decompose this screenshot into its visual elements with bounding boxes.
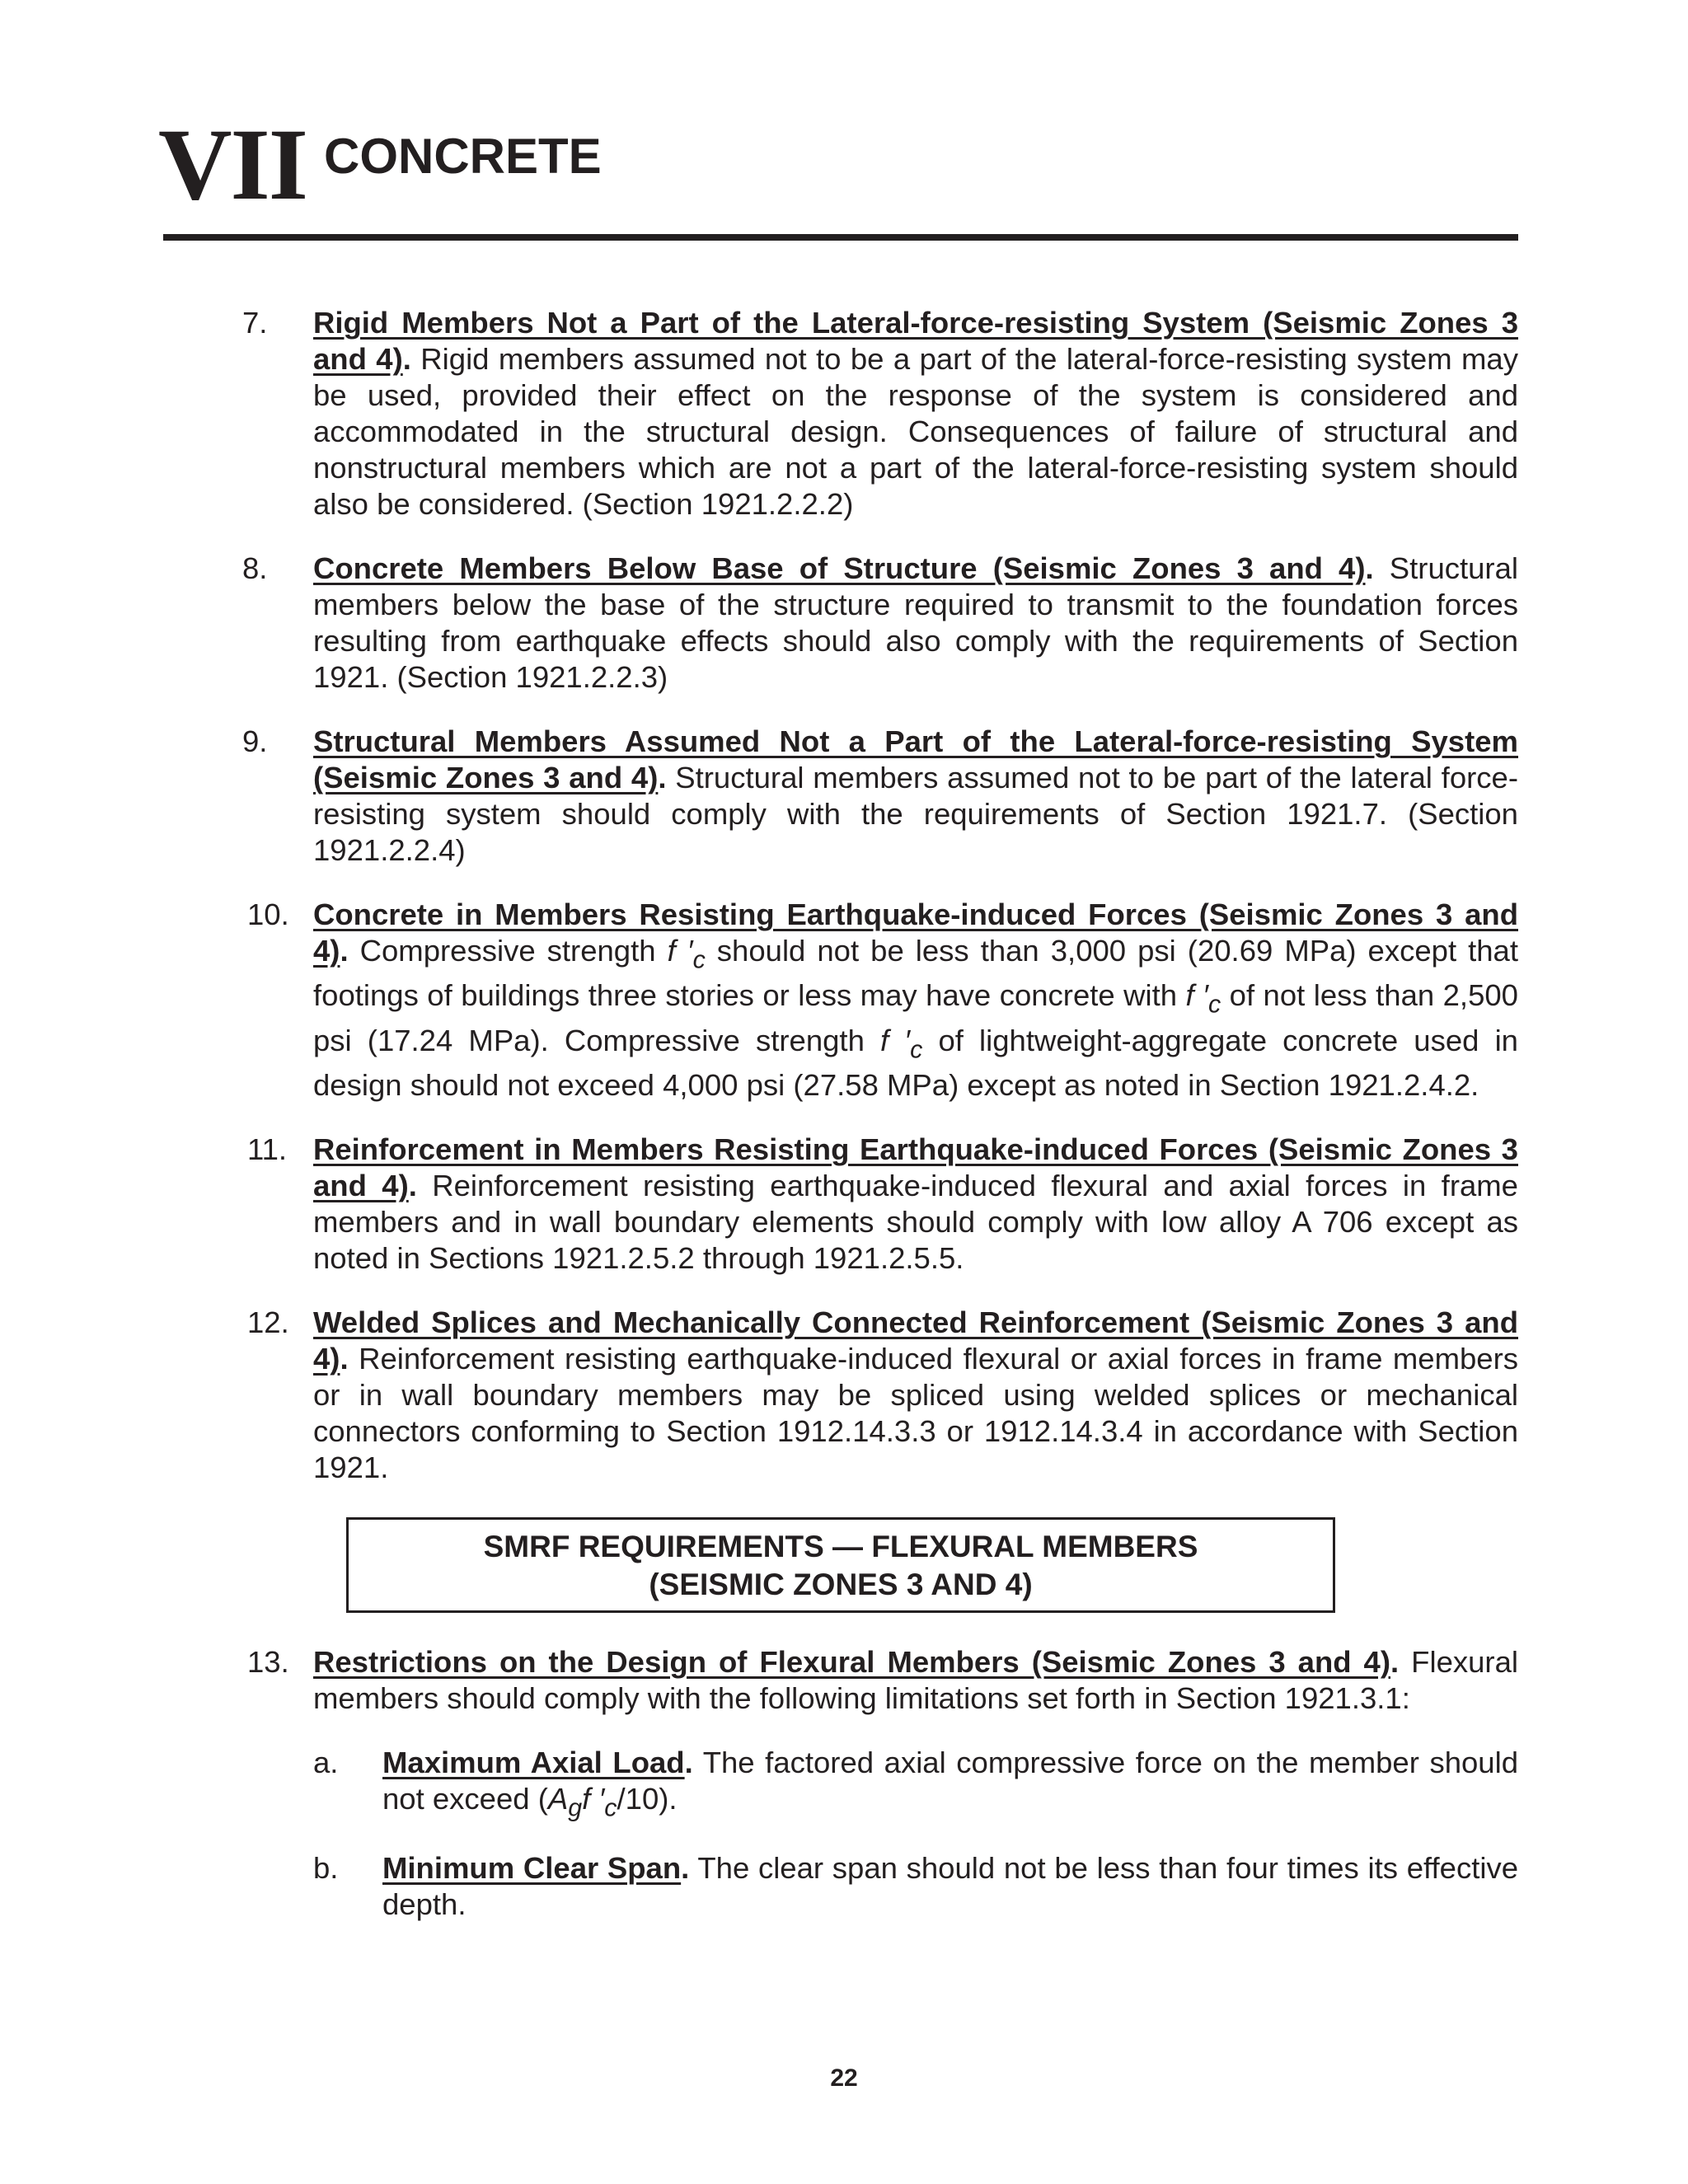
item-number: 12.: [247, 1305, 289, 1339]
list-item-8: [242, 551, 1518, 696]
main-content: [242, 305, 1519, 1947]
section-box: [346, 1517, 1335, 1613]
item-number: 8.: [242, 551, 268, 585]
heading-period: .: [408, 1168, 417, 1202]
item-text: Structural members assumed not to be part of the lateral force-resisting system should comply with the requirements of Section 1921.7. (Section 1921.2.2.4): [313, 761, 1518, 867]
list-item-10: [247, 897, 1518, 1104]
heading-period: .: [658, 761, 667, 794]
item-text: Compressive strength: [348, 934, 668, 968]
item-heading: Concrete in Members Resisting Earthquake-induced Forces (Seismic Zones 3 and 4): [313, 898, 1518, 968]
sub-item-heading: Maximum Axial Load: [382, 1745, 685, 1779]
heading-period: .: [402, 342, 411, 376]
fc-symbol: f ′: [1185, 978, 1208, 1013]
item-heading: Concrete Members Below Base of Structure (Seismic Zones 3 and 4): [313, 551, 1366, 585]
sub-item-a: [313, 1745, 1519, 1825]
item-heading: Restrictions on the Design of Flexural Members (Seismic Zones 3 and 4): [313, 1644, 1391, 1679]
sub-item-letter: a.: [313, 1745, 339, 1779]
item-text: Reinforcement resisting earthquake-induced flexural or axial forces in frame members or in wall boundary members may be spliced using welded splices or mechanical connectors conforming to Section 1912.14.3.3 or 1912.14.3.4 in accordance with Section 1921.: [313, 1341, 1518, 1484]
item-text: of lightweight-aggregate concrete used in design should not exceed 4,000 psi (27.58 MPa) except as noted in Section 1921.2.4.2.: [313, 1023, 1518, 1102]
heading-period: .: [684, 1745, 693, 1779]
item-heading: Rigid Members Not a Part of the Lateral-force-resisting System (Seismic Zones 3 and 4): [313, 306, 1518, 376]
fc-symbol: f ′: [880, 1023, 911, 1057]
page-number: 22: [830, 2064, 858, 2092]
ag-symbol: A: [547, 1781, 569, 1816]
box-title-line-1: SMRF REQUIREMENTS — FLEXURAL MEMBERS: [483, 1529, 1198, 1563]
item-heading: Reinforcement in Members Resisting Earthquake-induced Forces (Seismic Zones 3 and 4): [313, 1132, 1518, 1202]
box-title-line-2: (SEISMIC ZONES 3 AND 4): [649, 1567, 1033, 1601]
item-text: Flexural members should comply with the following limitations set forth in Section 1921.3.1:: [313, 1644, 1518, 1715]
heading-period: .: [681, 1851, 690, 1886]
sub-item-text: The factored axial compressive force on the member should not exceed (: [382, 1745, 1519, 1816]
fc-symbol: f ′: [582, 1781, 605, 1816]
chapter-number: VII: [158, 108, 307, 221]
fc-subscript: c: [910, 1034, 923, 1063]
chapter-title: CONCRETE: [324, 129, 602, 184]
sub-item-text: /10).: [617, 1781, 678, 1816]
item-number: 13.: [247, 1644, 289, 1679]
list-item-11: [247, 1132, 1518, 1277]
item-text: Structural members below the base of the structure required to transmit to the foundation forces resulting from earthquake effects should also comply with the requirements of Section 1921. (Section 1921.2.2.3): [313, 551, 1518, 694]
list-item-9: [242, 724, 1518, 869]
list-item-12: [247, 1305, 1518, 1486]
fc-subscript: c: [1207, 990, 1221, 1019]
heading-period: .: [1365, 551, 1374, 585]
sub-item-b: [313, 1850, 1518, 1923]
list-item-7: [242, 305, 1518, 523]
fc-subscript: c: [604, 1793, 617, 1822]
item-heading: Welded Splices and Mechanically Connected Reinforcement (Seismic Zones 3 and 4): [313, 1305, 1518, 1376]
item-text: Rigid members assumed not to be a part of the lateral-force-resisting system may be used, provided their effect on the response of the system is considered and accommodated in the structural design. Consequences of failure of structural and nonstructural members which are not a part of the lateral-force-resisting system should also be considered. (Section 1921.2.2.2): [313, 342, 1518, 521]
item-number: 10.: [247, 898, 289, 931]
item-text: of not less than 2,500 psi (17.24 MPa). Compressive strength: [313, 978, 1518, 1057]
heading-period: .: [340, 1341, 349, 1376]
fc-subscript: c: [692, 945, 706, 974]
fc-symbol: f ′: [667, 934, 693, 968]
sub-item-letter: b.: [313, 1851, 339, 1886]
sub-item-heading: Minimum Clear Span: [382, 1851, 682, 1886]
item-number: 7.: [242, 306, 268, 340]
ag-subscript: g: [568, 1793, 583, 1822]
item-text: Reinforcement resisting earthquake-induced flexural and axial forces in frame members and in wall boundary elements should comply with low alloy A 706 except as noted in Sections 1921.2.5.2 through 1921.2.5.5.: [313, 1168, 1518, 1275]
heading-period: .: [1390, 1644, 1400, 1679]
item-number: 9.: [242, 724, 268, 758]
item-number: 11.: [247, 1132, 288, 1166]
list-item-13: [247, 1644, 1518, 1717]
header-rule: [163, 234, 1518, 241]
item-text: should not be less than 3,000 psi (20.69 MPa) except that footings of buildings three stories or less may have concrete with: [313, 934, 1518, 1013]
heading-period: .: [340, 934, 349, 968]
item-heading: Structural Members Assumed Not a Part of the Lateral-force-resisting System (Seismic Zones 3 and 4): [313, 724, 1518, 794]
sub-item-text: The clear span should not be less than four times its effective depth.: [382, 1851, 1518, 1922]
